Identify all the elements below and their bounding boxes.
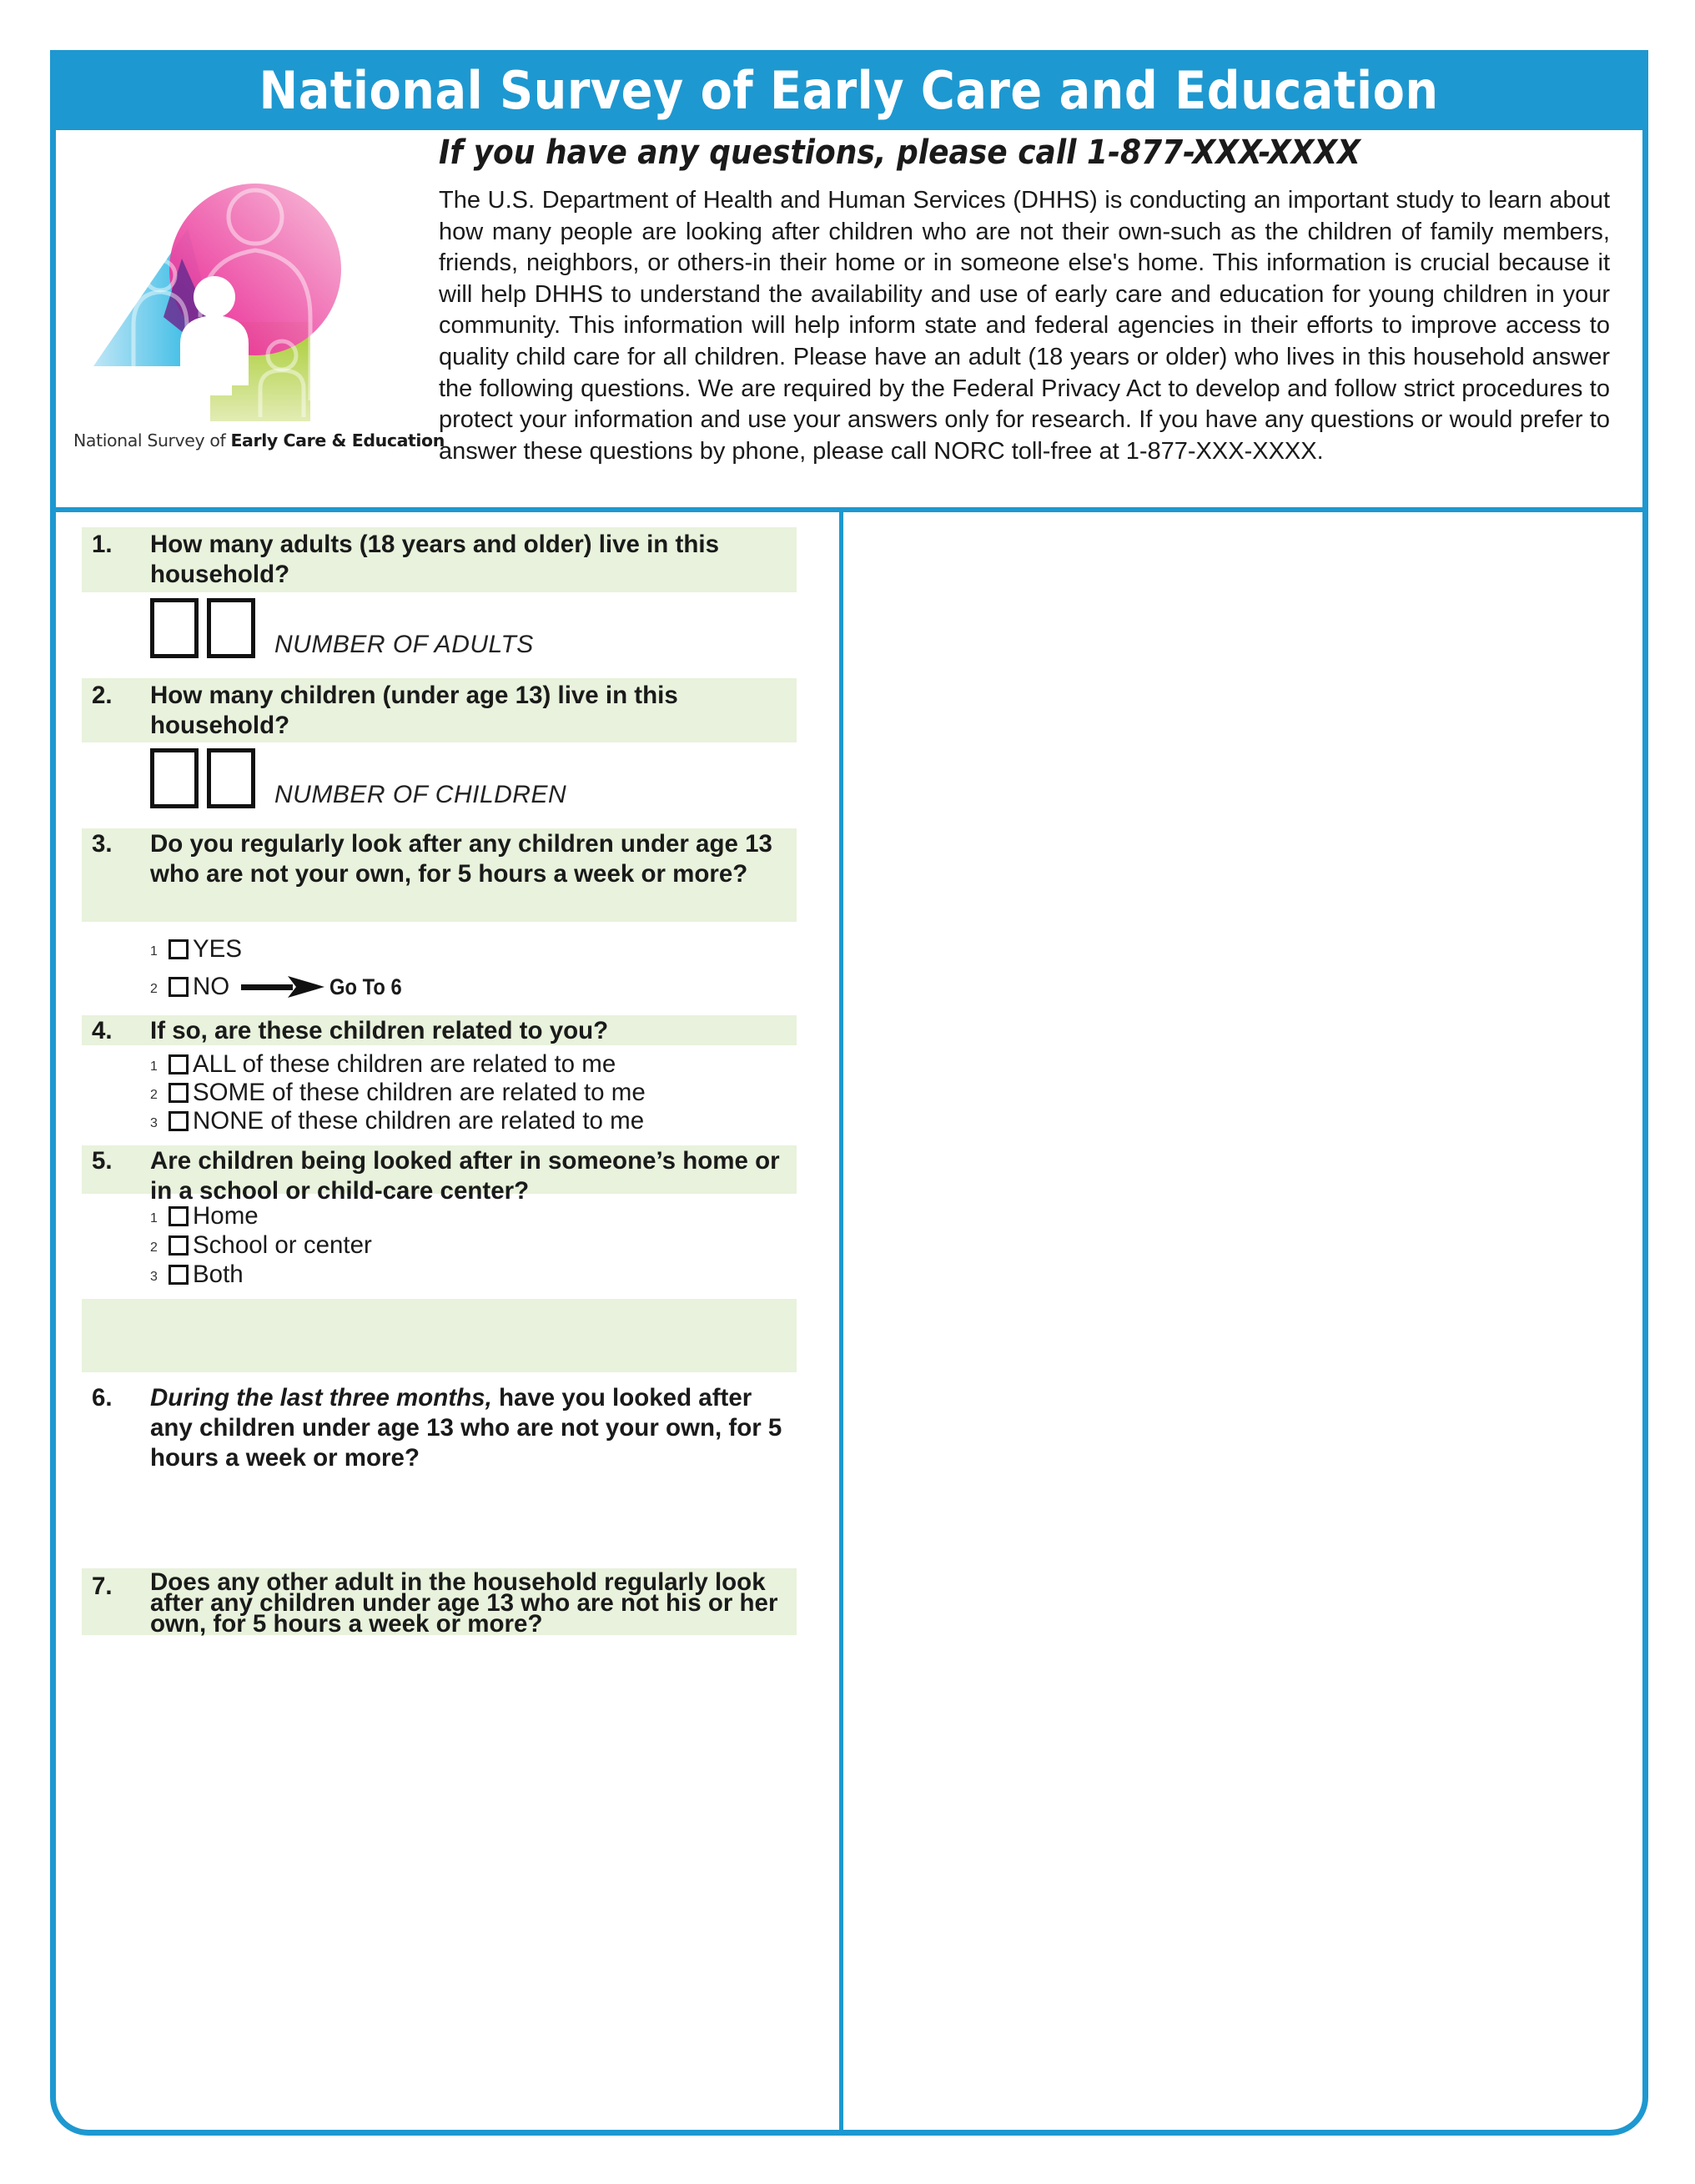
- question-7-text: Does any other adult in the household regularly look after any children under age 13 who are not his or her own, for 5 hours a week or more?: [150, 1568, 778, 1638]
- column-divider: [839, 511, 843, 2136]
- intro-paragraph: The U.S. Department of Health and Human Services (DHHS) is conducting an important study to learn about how many people are looking after children who are not their own-such as the children of family members, friends, neighbors, or others-in their home or in someone else's home. This information is crucial because it will help DHHS to understand the availability and use of early care and education for young children in your community. This information will help inform state and federal agencies in their efforts to improve access to quality child care for all children. Please have an adult (18 years or older) who lives in this household answer the following questions. We are required by the Federal Privacy Act to develop and follow strict procedures to protect your information and use your answers only for research. If you have any questions or would prefer to answer these questions by phone, please call NORC toll-free at 1-877-XXX-XXXX.: [439, 187, 1610, 465]
- question-number: 4.: [92, 1017, 113, 1044]
- question-6-emphasis: During the last three months,: [150, 1384, 492, 1412]
- checkbox[interactable]: [168, 1265, 189, 1285]
- option-code: 1: [150, 944, 158, 959]
- logo-caption: [73, 430, 445, 450]
- adults-digit-1[interactable]: [150, 598, 199, 658]
- checkbox[interactable]: [168, 939, 189, 959]
- adults-digit-2[interactable]: [207, 598, 255, 658]
- checkbox[interactable]: [168, 1111, 189, 1131]
- q5-option-school[interactable]: [150, 1229, 372, 1262]
- children-entry-label: NUMBER OF CHILDREN: [274, 781, 567, 808]
- option-label: ALL of these children are related to me: [193, 1050, 616, 1078]
- option-code: 2: [150, 982, 158, 996]
- question-number: 3.: [92, 830, 113, 858]
- contact-heading: If you have any questions, please call 1-877-XXX-XXXX: [439, 133, 1361, 172]
- option-label: Home: [193, 1202, 259, 1230]
- skip-instruction: [241, 974, 412, 1000]
- option-code: 1: [150, 1059, 158, 1074]
- logo-caption-bold: Early Care & Education: [230, 430, 445, 450]
- question-6-text: [150, 1383, 792, 1473]
- q5-option-home[interactable]: [150, 1200, 259, 1233]
- survey-logo-icon: [75, 167, 425, 467]
- question-number: 7.: [92, 1573, 113, 1600]
- question-6-bar: [82, 1299, 797, 1372]
- page-title: National Survey of Early Care and Education: [259, 59, 1439, 121]
- checkbox[interactable]: [168, 1206, 189, 1226]
- checkbox[interactable]: [168, 977, 189, 997]
- question-2-text: How many children (under age 13) live in this household?: [150, 682, 678, 739]
- children-digit-2[interactable]: [207, 748, 255, 808]
- option-code: 2: [150, 1240, 158, 1255]
- option-code: 2: [150, 1088, 158, 1102]
- q3-option-yes[interactable]: [150, 933, 242, 966]
- question-number: 5.: [92, 1147, 113, 1175]
- skip-label: Go To 6: [329, 974, 402, 999]
- option-label: NONE of these children are related to me: [193, 1107, 645, 1135]
- question-number: 6.: [92, 1384, 113, 1412]
- option-label: YES: [193, 935, 243, 963]
- option-code: 1: [150, 1211, 158, 1225]
- intro-divider: [50, 507, 1648, 512]
- question-4-text: If so, are these children related to you?: [150, 1017, 609, 1044]
- checkbox[interactable]: [168, 1054, 189, 1074]
- q3-option-no[interactable]: [150, 970, 412, 1004]
- q5-option-both[interactable]: [150, 1258, 244, 1291]
- question-1-text: How many adults (18 years and older) live in this household?: [150, 531, 719, 588]
- question-number: 1.: [92, 531, 113, 558]
- option-label: SOME of these children are related to me: [193, 1079, 646, 1106]
- adults-entry-label: NUMBER OF ADULTS: [274, 631, 534, 658]
- children-digit-1[interactable]: [150, 748, 199, 808]
- option-label: NO: [193, 973, 230, 1000]
- checkbox[interactable]: [168, 1235, 189, 1256]
- option-code: 3: [150, 1270, 158, 1284]
- checkbox[interactable]: [168, 1083, 189, 1103]
- question-6-body: have you looked after any children under age 13 who are not your own, for 5 hours a week or more?: [150, 1384, 782, 1472]
- option-label: Both: [193, 1261, 244, 1288]
- logo-caption-light: National Survey of: [73, 430, 231, 450]
- option-code: 3: [150, 1116, 158, 1130]
- question-3-text: Do you regularly look after any children under age 13 who are not your own, for 5 hours a week or more?: [150, 830, 772, 888]
- question-5-text: Are children being looked after in someone’s home or in a school or child-care center?: [150, 1147, 780, 1205]
- q4-option-none[interactable]: [150, 1105, 644, 1138]
- question-number: 2.: [92, 682, 113, 709]
- arrow-right-icon: [241, 976, 324, 998]
- option-label: School or center: [193, 1231, 372, 1259]
